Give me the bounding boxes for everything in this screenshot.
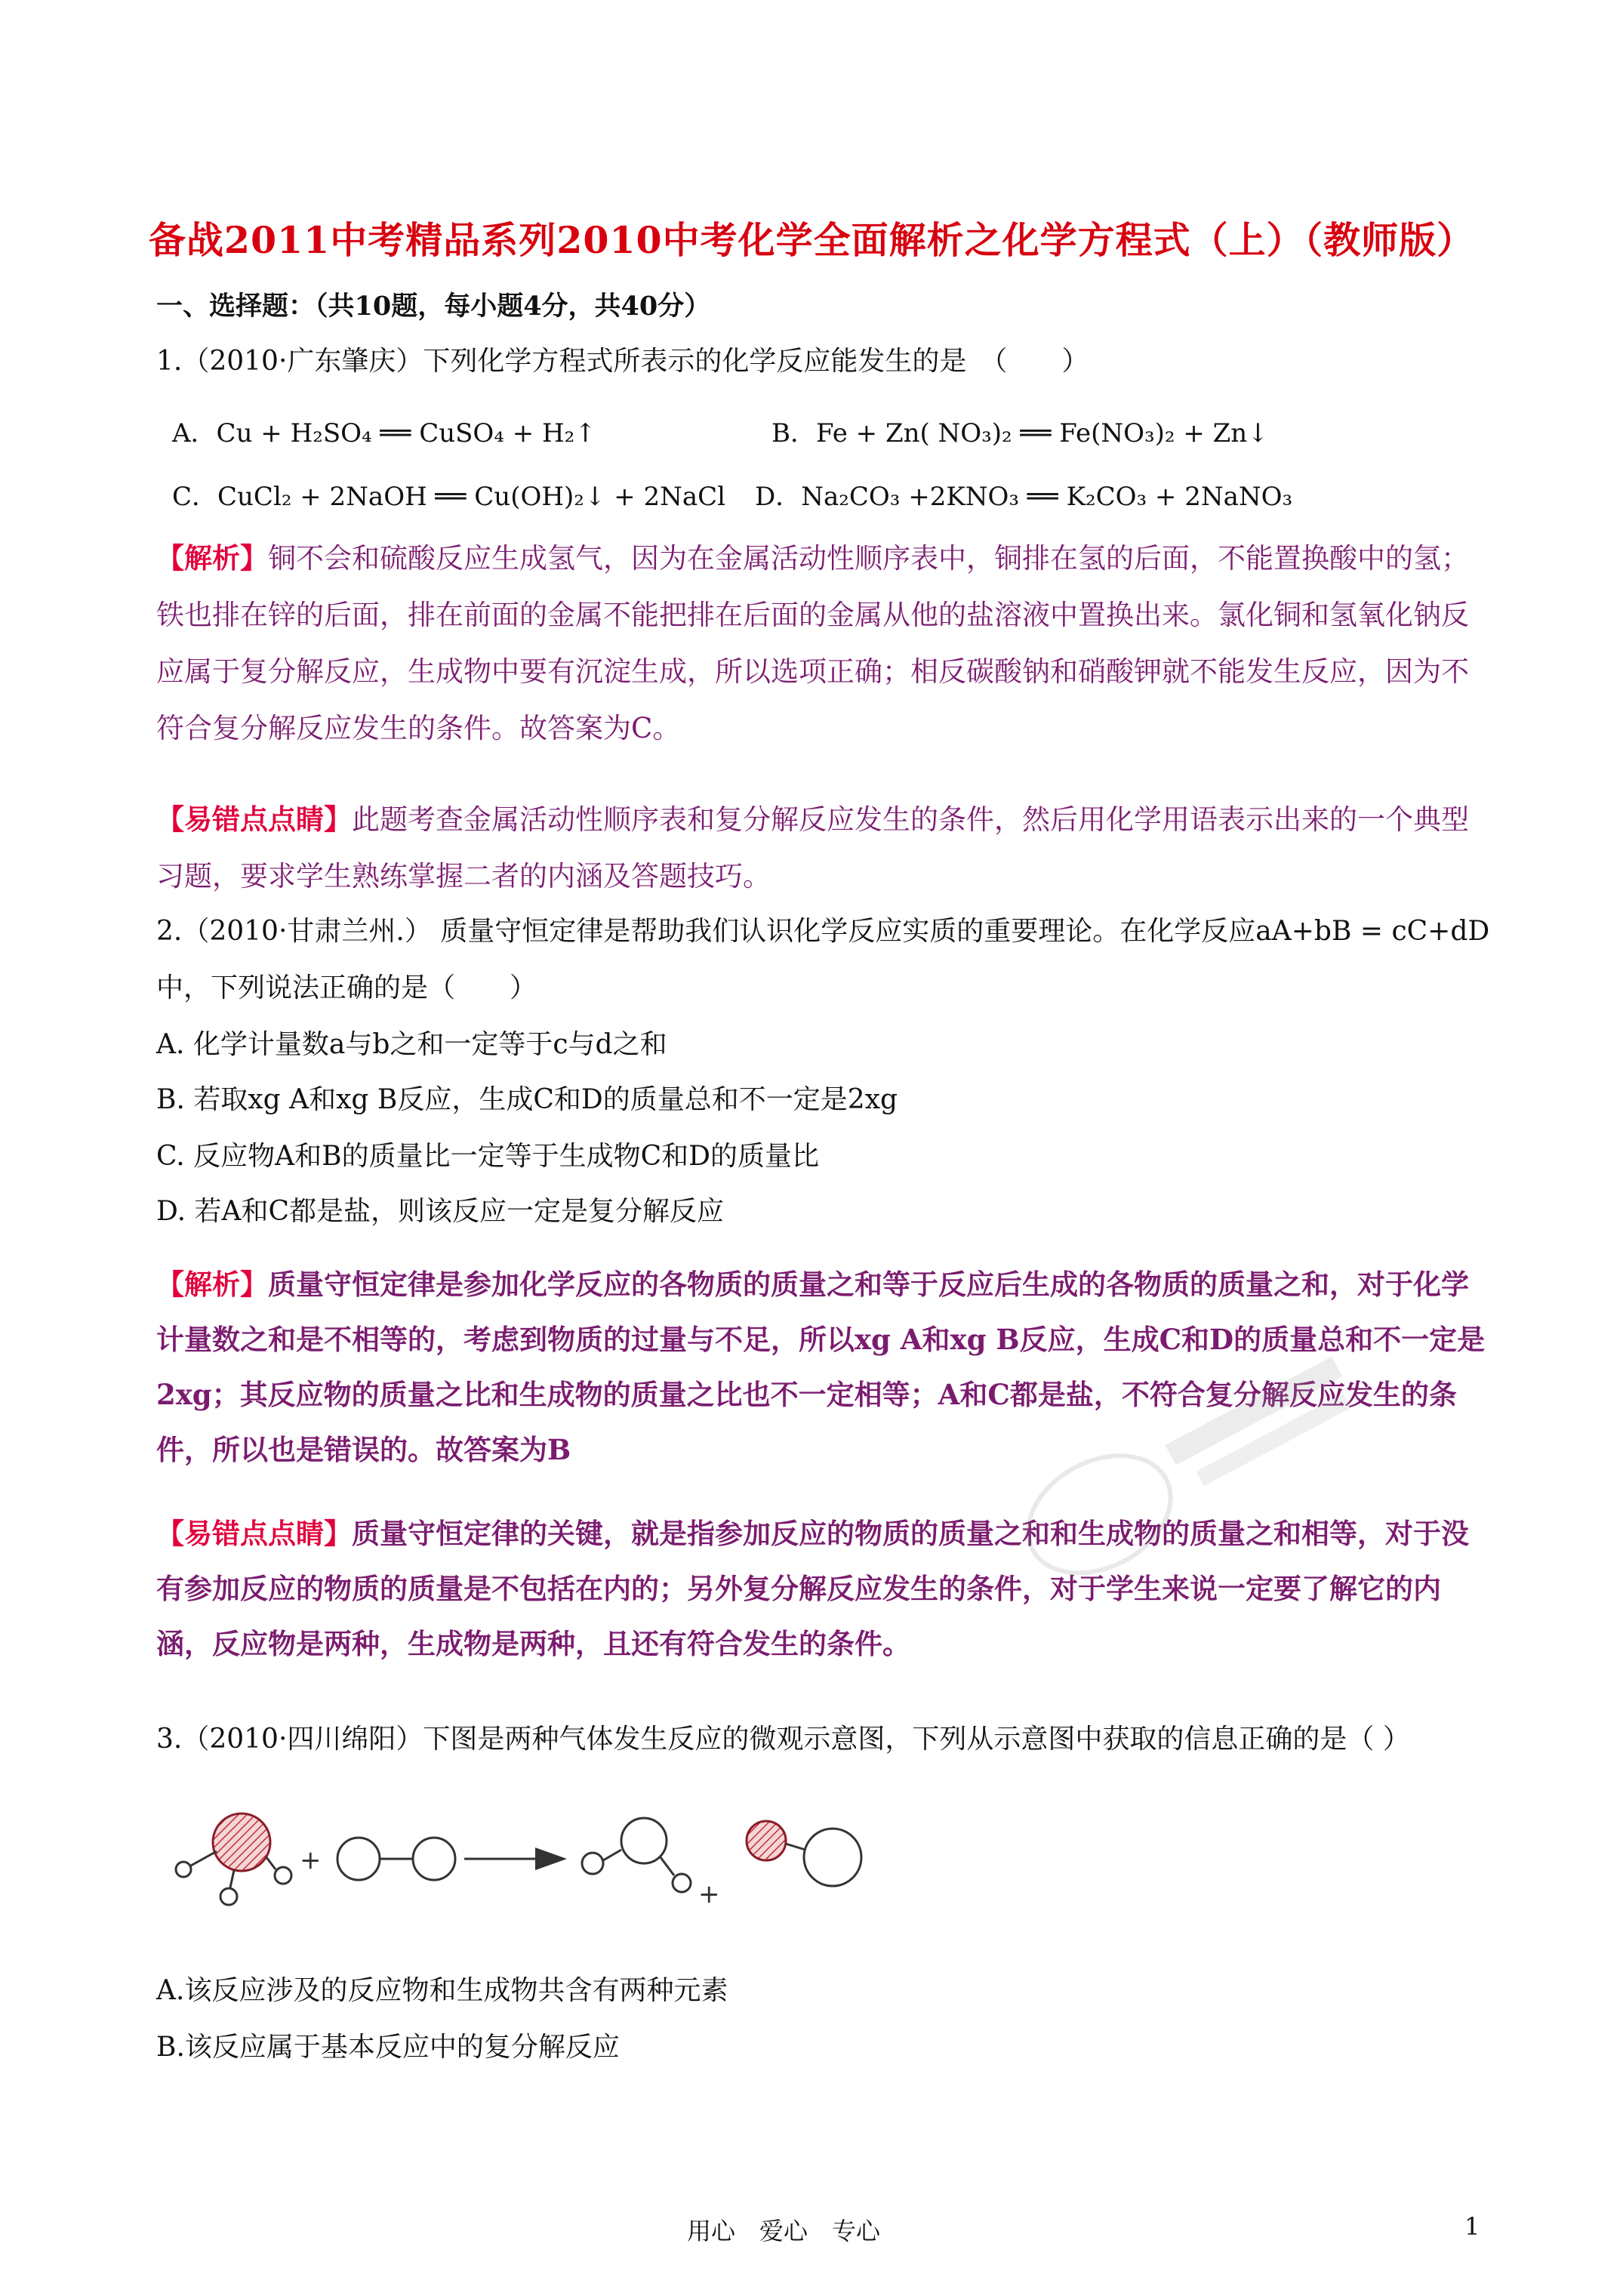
svg-text:+: +: [300, 1845, 322, 1875]
q3-option-a: A.该反应涉及的反应物和生成物共含有两种元素: [156, 1975, 728, 2006]
molecule-product-1: [582, 1818, 691, 1892]
q1-tip: [156, 791, 1492, 905]
q1-option-b: B．Fe + Zn( NO₃)₂ ══ Fe(NO₃)₂ + Zn↓: [771, 418, 1269, 448]
q2-option-b: B. 若取xg A和xg B反应，生成C和D的质量总和不一定是2xg: [156, 1084, 898, 1115]
molecule-reactant-2: [337, 1838, 455, 1880]
footer-motto: 用心 爱心 专心: [687, 2217, 881, 2245]
q3-stem: 3.（2010·四川绵阳）下图是两种气体发生反应的微观示意图，下列从示意图中获取的信息正确的是（ ）: [156, 1724, 1410, 1755]
q1-analysis: [156, 530, 1492, 757]
q1-option-c: C．CuCl₂ + 2NaOH ══ Cu(OH)₂↓ + 2NaCl: [172, 482, 726, 512]
q2-option-d: D. 若A和C都是盐，则该反应一定是复分解反应: [156, 1196, 725, 1227]
section-heading: 一、选择题：（共10题，每小题4分，共40分）: [156, 291, 711, 322]
molecule-product-2: [747, 1821, 861, 1886]
page-title: 备战2011中考精品系列2010中考化学全面解析之化学方程式（上）（教师版）: [148, 218, 1475, 262]
analysis-tag: 【解析】: [156, 541, 268, 575]
tip-tag: 【易错点点睛】: [156, 1517, 352, 1550]
reaction-diagram: [170, 1797, 910, 1910]
q1-stem: 1.（2010·广东肇庆）下列化学方程式所表示的化学反应能发生的是 （ ）: [156, 346, 1089, 377]
q3-option-b: B.该反应属于基本反应中的复分解反应: [156, 2032, 620, 2063]
svg-text:+: +: [698, 1879, 720, 1909]
tip-text: 此题考查金属活动性顺序表和复分解反应发生的条件，然后用化学用语表示出来的一个典型习题，要求学生熟练掌握二者的内涵及答题技巧。: [156, 803, 1469, 892]
tip-tag: 【易错点点睛】: [156, 803, 352, 836]
molecule-reactant-1: [176, 1814, 291, 1905]
q1-option-a: A．Cu + H₂SO₄ ══ CuSO₄ + H₂↑: [172, 418, 596, 448]
analysis-tag: 【解析】: [156, 1268, 268, 1301]
analysis-text: 铜不会和硫酸反应生成氢气，因为在金属活动性顺序表中，铜排在氢的后面，不能置换酸中的氢；铁也排在锌的后面，排在前面的金属不能把排在后面的金属从他的盐溶液中置换出来。氯化铜和氢氧化钠反应属于复分解反应，生成物中要有沉淀生成，所以选项正确；相反碳酸钠和硝酸钾就不能发生反应，因为不符合复分解反应发生的条件。故答案为C。: [156, 542, 1469, 744]
q1-option-d: D．Na₂CO₃ +2KNO₃ ══ K₂CO₃ + 2NaNO₃: [755, 482, 1293, 512]
analysis-text: 质量守恒定律是参加化学反应的各物质的质量之和等于反应后生成的各物质的质量之和，对于化学计量数之和是不相等的，考虑到物质的过量与不足，所以xg A和xg B反应，生成C和D的质量总和不一定是2xg；其反应物的质量之比和生成物的质量之比也不一定相等；A和C都是盐，不符合复分解反应发生的条件，所以也是错误的。故答案为B: [156, 1268, 1486, 1466]
q2-stem-line2: 中，下列说法正确的是（ ）: [156, 972, 537, 1003]
q2-stem-line1: 2.（2010·甘肃兰州.） 质量守恒定律是帮助我们认识化学反应实质的重要理论。在化学反应aA+bB = cC+dD: [156, 916, 1490, 947]
q2-option-c: C. 反应物A和B的质量比一定等于生成物C和D的质量比: [156, 1141, 820, 1172]
tip-text: 质量守恒定律的关键，就是指参加反应的物质的质量之和和生成物的质量之和相等，对于没有参加反应的物质的质量是不包括在内的；另外复分解反应发生的条件，对于学生来说一定要了解它的内涵，反应物是两种，生成物是两种，且还有符合发生的条件。: [156, 1517, 1469, 1660]
q2-option-a: A. 化学计量数a与b之和一定等于c与d之和: [156, 1029, 667, 1060]
q2-tip: [156, 1506, 1492, 1672]
page-number: 1: [1464, 2212, 1480, 2241]
